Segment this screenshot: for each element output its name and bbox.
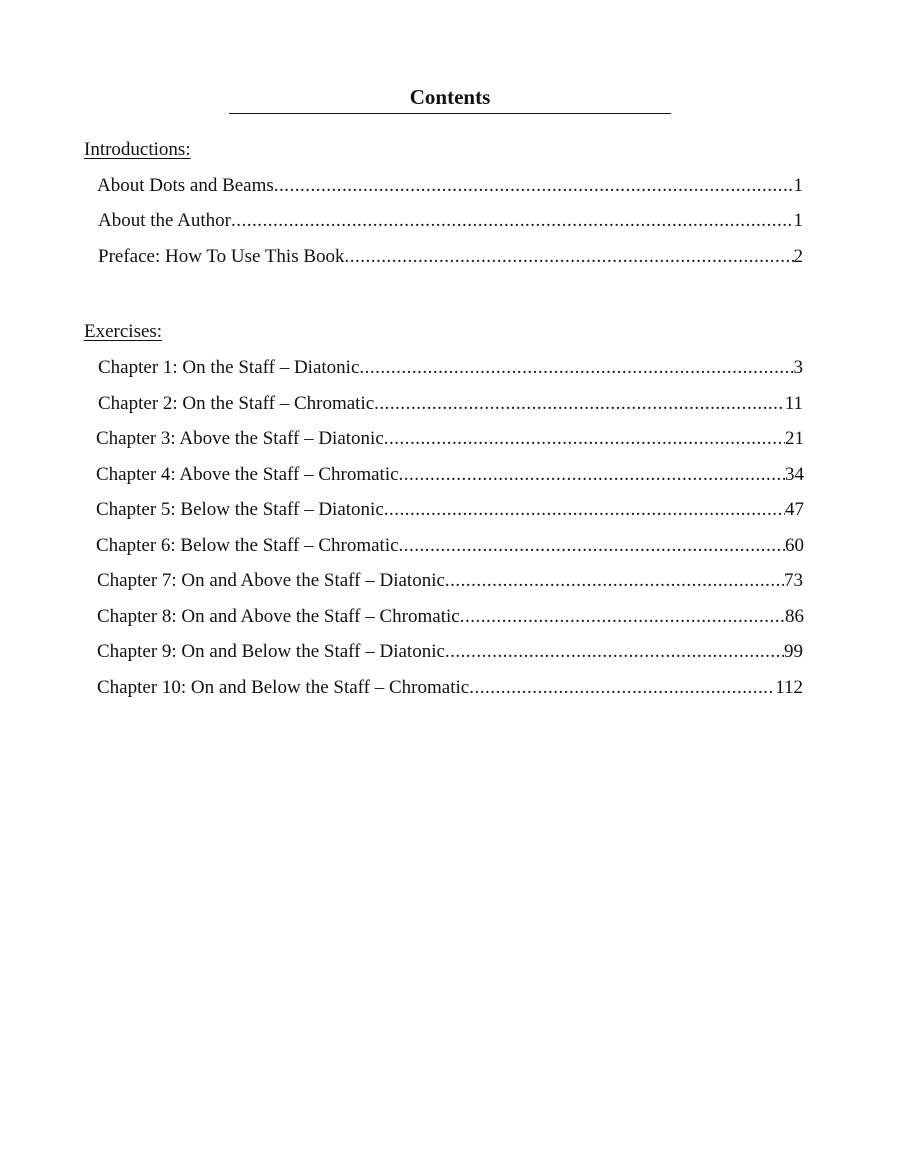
- toc-dot-leader: [231, 209, 794, 233]
- toc-entry-chapter-2[interactable]: [98, 392, 803, 416]
- toc-entry-chapter-1[interactable]: [98, 356, 803, 380]
- toc-page-number: 112: [775, 677, 803, 698]
- contents-title-rule: [229, 84, 671, 114]
- toc-dot-leader: [274, 174, 794, 198]
- toc-page-number: 34: [785, 464, 804, 485]
- toc-entry-title: Chapter 3: Above the Staff – Diatonic: [96, 428, 384, 449]
- toc-entry-title: About Dots and Beams: [97, 175, 274, 196]
- page-title: Contents: [409, 85, 491, 109]
- toc-page-number: 11: [784, 393, 803, 414]
- toc-dot-leader: [460, 605, 785, 629]
- toc-entry-chapter-8[interactable]: [97, 605, 804, 629]
- toc-dot-leader: [445, 640, 784, 664]
- toc-entry-title: Preface: How To Use This Book: [98, 246, 345, 267]
- toc-entry-title: Chapter 1: On the Staff – Diatonic: [98, 357, 360, 378]
- toc-entry-title: Chapter 9: On and Below the Staff – Diatonic: [97, 641, 445, 662]
- toc-entry-chapter-5[interactable]: [96, 498, 804, 522]
- toc-page-number: 1: [793, 175, 803, 196]
- toc-dot-leader: [359, 356, 793, 380]
- toc-dot-leader: [374, 392, 785, 416]
- toc-dot-leader: [399, 534, 785, 558]
- toc-entry-title: Chapter 4: Above the Staff – Chromatic: [96, 464, 399, 485]
- toc-entry-chapter-9[interactable]: [97, 640, 803, 664]
- toc-dot-leader: [345, 245, 794, 269]
- toc-entry-title: Chapter 5: Below the Staff – Diatonic: [96, 499, 384, 520]
- toc-entry-chapter-7[interactable]: [97, 569, 803, 593]
- toc-page-number: 47: [785, 499, 804, 520]
- toc-entry-title: Chapter 8: On and Above the Staff – Chromatic: [97, 606, 460, 627]
- toc-entry-about-dots-and-beams[interactable]: [97, 174, 803, 198]
- toc-page-number: 60: [785, 535, 804, 556]
- toc-entry-preface[interactable]: [98, 245, 803, 269]
- toc-dot-leader: [445, 569, 784, 593]
- toc-entry-chapter-6[interactable]: [96, 534, 804, 558]
- toc-entry-chapter-10[interactable]: [97, 676, 803, 700]
- toc-entry-title: About the Author: [98, 210, 231, 231]
- toc-entry-chapter-3[interactable]: [96, 427, 804, 451]
- toc-entry-title: Chapter 2: On the Staff – Chromatic: [98, 393, 375, 414]
- toc-page-number: 73: [784, 570, 803, 591]
- section-heading-introductions: Introductions:: [84, 139, 191, 160]
- toc-entry-chapter-4[interactable]: [96, 463, 804, 487]
- toc-entry-title: Chapter 7: On and Above the Staff – Diatonic: [97, 570, 445, 591]
- toc-page-number: 1: [793, 210, 803, 231]
- section-heading-exercises: Exercises:: [84, 321, 163, 342]
- toc-entry-title: Chapter 6: Below the Staff – Chromatic: [96, 535, 399, 556]
- toc-dot-leader: [384, 498, 785, 522]
- toc-page-number: 3: [793, 357, 803, 378]
- toc-entry-title: Chapter 10: On and Below the Staff – Chromatic: [97, 677, 470, 698]
- toc-entry-about-the-author[interactable]: [98, 209, 803, 233]
- toc-page-number: 99: [784, 641, 803, 662]
- toc-dot-leader: [384, 427, 785, 451]
- toc-dot-leader: [469, 676, 775, 700]
- toc-page-number: 21: [785, 428, 804, 449]
- toc-dot-leader: [399, 463, 785, 487]
- toc-page-number: 2: [793, 246, 803, 267]
- toc-page-number: 86: [785, 606, 804, 627]
